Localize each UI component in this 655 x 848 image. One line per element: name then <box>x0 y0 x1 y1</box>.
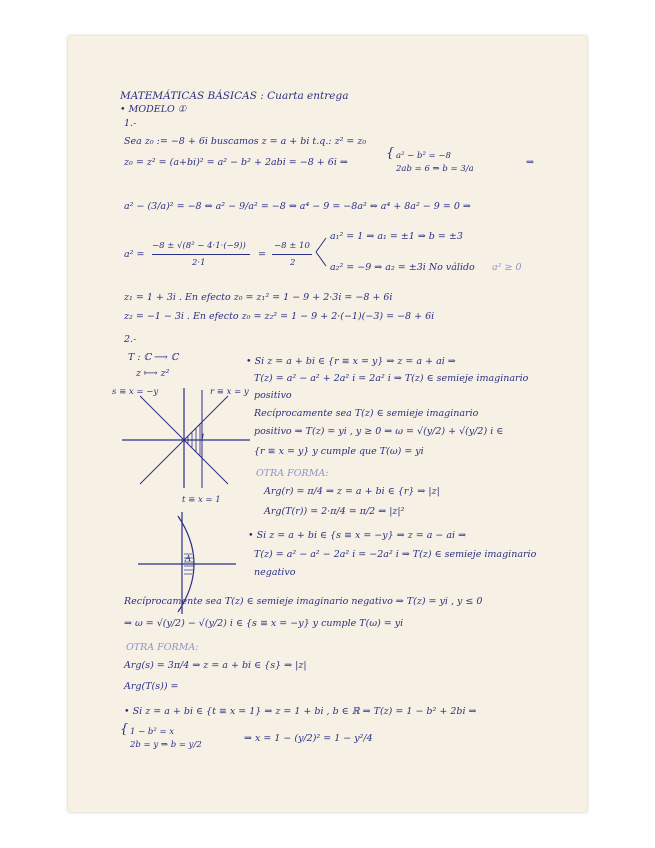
system-brace: { <box>386 146 395 161</box>
other-way-heading-1: OTRA FORMA: <box>256 468 329 479</box>
tick-one: 1 <box>200 433 206 443</box>
map-rule: z ⟼ z² <box>136 368 170 379</box>
proof-r-line2: T(z) = a² − a² + 2a² i = 2a² i ⇒ T(z) ∈ semieje imaginario <box>254 373 529 384</box>
proof-s-line2: T(z) = a² − a² − 2a² i = −2a² i ⇒ T(z) ∈ semieje imaginario <box>254 549 537 560</box>
proof-t-sys1: 1 − b² = x <box>130 727 175 737</box>
solution-z1: z₁ = 1 + 3i . En efecto z₀ = z₁² = 1 − 9 + 2·3i = −8 + 6i <box>124 292 393 303</box>
quadratic-mid-denominator: 2 <box>290 258 296 268</box>
proof-t-result: ⇒ x = 1 − (y/2)² = 1 − y²/4 <box>244 733 373 744</box>
lines-figure <box>118 384 254 492</box>
proof-s-arg1: Arg(s) = 3π/4 ⇒ z = a + bi ∈ {s} ⇒ |z| <box>124 660 307 671</box>
system-brace-2: { <box>120 722 129 737</box>
label-line-t: t ≡ x = 1 <box>182 495 221 505</box>
exercise1-biquadratic: a² − (3/a)² = −8 ⇔ a² − 9/a² = −8 ⇔ a⁴ − 9 = −8a² ⇔ a⁴ + 8a² − 9 = 0 ⇒ <box>124 201 471 212</box>
exercise1-statement: Sea z₀ := −8 + 6i buscamos z = a + bi t.q.: z² = z₀ <box>124 136 367 147</box>
proof-r-arg1: Arg(r) = π/4 ⇒ z = a + bi ∈ {r} ⇒ |z| <box>264 486 440 497</box>
quadratic-denominator: 2·1 <box>192 258 206 268</box>
proof-s-line3: negativo <box>254 567 296 578</box>
equals-sign: = <box>258 249 266 260</box>
other-way-heading-2: OTRA FORMA: <box>126 642 199 653</box>
case-negative-note: a² ≥ 0 <box>492 262 522 273</box>
system-eq1: a² − b² = −8 <box>396 151 451 161</box>
quadratic-mid-numerator: −8 ± 10 <box>274 241 310 251</box>
notebook-page <box>68 36 587 812</box>
proof-s-arg2: Arg(T(s)) = <box>124 681 179 692</box>
quadratic-numerator: −8 ± √(8² − 4·1·(−9)) <box>152 241 246 251</box>
fraction-bar-1 <box>152 254 250 255</box>
proof-r-line5: positivo ⇒ T(z) = yi , y ≥ 0 ⇒ ω = √(y/2) + √(y/2) i ∈ <box>254 426 504 437</box>
solution-z2: z₂ = −1 − 3i . En efecto z₀ = z₂² = 1 − 9 + 2·(−1)(−3) = −8 + 6i <box>124 311 435 322</box>
model-label: • MODELO ① <box>120 104 187 115</box>
case-split-strokes <box>314 234 328 270</box>
proof-t-line1: • Si z = a + bi ∈ {t ≡ x = 1} ⇒ z = 1 + bi , b ∈ ℝ ⇒ T(z) = 1 − b² + 2bi ⇒ <box>124 706 477 717</box>
proof-r-line1: • Si z = a + bi ∈ {r ≡ x = y} ⇒ z = a + ai ⇒ <box>246 356 456 367</box>
map-definition: T : ℂ ⟶ ℂ <box>128 352 179 363</box>
proof-s-converse-1: Recíprocamente sea T(z) ∈ semieje imaginario negativo ⇒ T(z) = yi , y ≤ 0 <box>124 596 483 607</box>
case-negative: a₂² = −9 ⇒ a₂ = ±3i No válido <box>330 262 475 273</box>
exercise1-expansion: z₀ = z² = (a+bi)² = a² − b² + 2abi = −8 + 6i ⇒ <box>124 157 348 168</box>
label-line-r: r ≡ x = y <box>210 387 249 397</box>
fraction-bar-2 <box>272 254 312 255</box>
proof-t-sys2: 2b = y ⇒ b = y/2 <box>130 740 202 750</box>
parabola-label-a: A <box>185 554 192 564</box>
proof-s-converse-2: ⇒ ω = √(y/2) − √(y/2) i ∈ {s ≡ x = −y} y cumple T(ω) = yi <box>124 618 404 629</box>
proof-r-arg2: Arg(T(r)) = 2·π/4 = π/2 ⇒ |z|² <box>264 506 405 517</box>
proof-s-line1: • Si z = a + bi ∈ {s ≡ x = −y} ⇒ z = a − ai ⇒ <box>248 530 467 541</box>
proof-r-line3: positivo <box>254 390 292 401</box>
page-title: MATEMÁTICAS BÁSICAS : Cuarta entrega <box>120 90 349 102</box>
section-1-heading: 1.- <box>124 118 137 129</box>
section-2-heading: 2.- <box>124 334 137 345</box>
case-positive: a₁² = 1 ⇒ a₁ = ±1 ⇒ b = ±3 <box>330 231 463 242</box>
system-eq2: 2ab = 6 ⇒ b = 3/a <box>396 164 474 174</box>
label-line-s: s ≡ x = −y <box>112 387 159 397</box>
proof-r-line6: {r ≡ x = y} y cumple que T(ω) = yi <box>254 446 424 457</box>
proof-r-line4: Recíprocamente sea T(z) ∈ semieje imaginario <box>254 408 479 419</box>
implies-arrow: ⇒ <box>526 157 534 168</box>
quadratic-lhs: a² = <box>124 249 145 260</box>
